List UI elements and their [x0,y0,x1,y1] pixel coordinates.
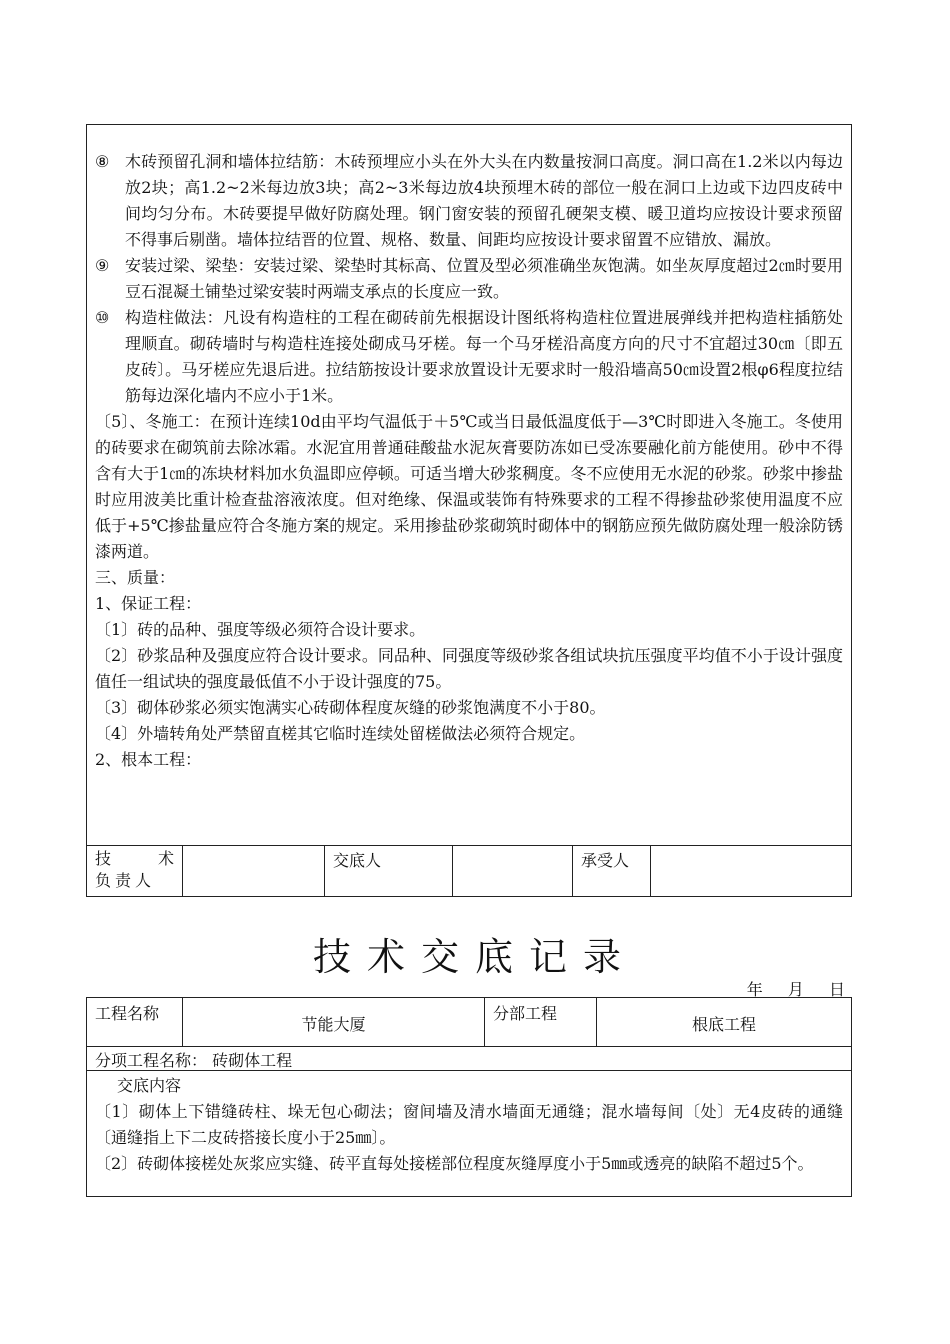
signature-row [87,845,851,896]
page-title: 技术交底记录 [312,935,637,979]
handover-signature[interactable] [453,846,573,896]
guarantee-item: 〔1〕砖的品种、强度等级必须符合设计要求。 [95,620,426,639]
project-name-value: 节能大厦 [183,998,485,1046]
tech-label-char: 术 [157,849,174,868]
basic-heading: 2、根本工程： [95,750,202,769]
item-number: ⑩ [95,308,110,327]
list-item [95,149,843,253]
lower-record-box [86,997,852,1197]
content-item: 〔1〕砌体上下错缝砖柱、垛无包心砌法；窗间墙及清水墙面无通缝；混水墙每间〔处〕无4皮砖的通缝〔通缝指上下二皮砖搭接长度小于25㎜〕。 [95,1102,843,1147]
item-text: 安装过梁、梁垫：安装过梁、梁垫时其标高、位置及型必须准确坐灰饱满。如坐灰厚度超过2㎝时要用豆石混凝土铺垫过梁安装时两端支承点的长度应一致。 [125,256,843,301]
guarantee-heading: 1、保证工程： [95,594,202,613]
tech-lead-label [87,846,183,896]
tech-label-char: 技 [95,849,112,868]
list-item [95,253,843,305]
subitem-row: 分项工程名称： 砖砌体工程 [87,1046,851,1071]
item-number: ⑧ [95,152,110,171]
tech-lead-signature[interactable] [183,846,325,896]
guarantee-item: 〔3〕砌体砂浆必须实饱满实心砖砌体程度灰缝的砂浆饱满度不小于80。 [95,698,606,717]
division-label: 分部工程 [485,998,597,1046]
receiver-signature[interactable] [651,846,851,896]
upper-body [95,149,843,773]
content-item: 〔2〕砖砌体接槎处灰浆应实缝、砖平直每处接槎部位程度灰缝厚度小于5㎜或透亮的缺陷不超过5个。 [95,1154,814,1173]
date-month: 月 [787,980,804,999]
guarantee-item: 〔4〕外墙转角处严禁留直槎其它临时连续处留槎做法必须符合规定。 [95,724,586,743]
tech-label-line2: 负责人 [95,871,156,890]
item-text: 木砖预留孔洞和墙体拉结筋：木砖预埋应小头在外大头在内数量按洞口高度。洞口高在1.2米以内每边放2块；高1.2~2米每边放3块；高2~3米每边放4块预埋木砖的部位一般在洞口上边或下边四皮砖中间均匀分布。木砖要提早做好防腐处理。钢门窗安装的预留孔硬架支模、暖卫道均应按设计要求预留不得事后剔凿。墙体拉结晋的位置、规格、数量、间距均应按设计要求留置不应错放、漏放。 [125,152,843,249]
item-number: ⑨ [95,256,110,275]
date-year: 年 [746,980,763,999]
winter-construction-paragraph: 〔5〕、冬施工：在预计连续10d由平均气温低于＋5℃或当日最低温度低于—3℃时即进入冬施工。冬使用的砖要求在砌筑前去除冰霜。水泥宜用普通硅酸盐水泥灰膏要防冻如已受冻要融化前方能使用。砂中不得含有大于1㎝的冻块材料加水负温即应停顿。可适当增大砂浆稠度。冬不应使用无水泥的砂浆。砂浆中掺盐时应用波美比重计检查盐溶液浓度。但对绝缘、保温或装饰有特殊要求的工程不得掺盐砂浆使用温度不应低于+5℃掺盐量应符合冬施方案的规定。采用掺盐砂浆砌筑时砌体中的钢筋应预先做防腐处理一般涂防锈漆两道。 [95,412,843,561]
handover-label: 交底人 [325,846,453,896]
project-name-label: 工程名称 [87,998,183,1046]
content-heading: 交底内容 [117,1076,182,1095]
list-item [95,305,843,409]
receiver-label: 承受人 [573,846,651,896]
upper-record-box [86,124,852,897]
item-text: 构造柱做法：凡设有构造柱的工程在砌砖前先根据设计图纸将构造柱位置进展弹线并把构造柱插筋处理顺直。砌砖墙时与构造柱连接处砌成马牙槎。每一个马牙槎沿高度方向的尺寸不宜超过30㎝〔即五皮砖〕。马牙槎应先退后进。拉结筋按设计要求放置设计无要求时一般沿墙高50㎝设置2根φ6程度拉结筋每边深化墙内不应小于1米。 [125,308,843,405]
division-value: 根底工程 [691,1015,756,1034]
guarantee-item: 〔2〕砂浆品种及强度应符合设计要求。同品种、同强度等级砂浆各组试块抗压强度平均值不小于设计强度值任一组试块的强度最低值不小于设计强度的75。 [95,646,843,691]
content-section [95,1073,843,1177]
date-day: 日 [828,980,845,999]
project-row [87,998,851,1047]
quality-heading: 三、质量： [95,568,176,587]
